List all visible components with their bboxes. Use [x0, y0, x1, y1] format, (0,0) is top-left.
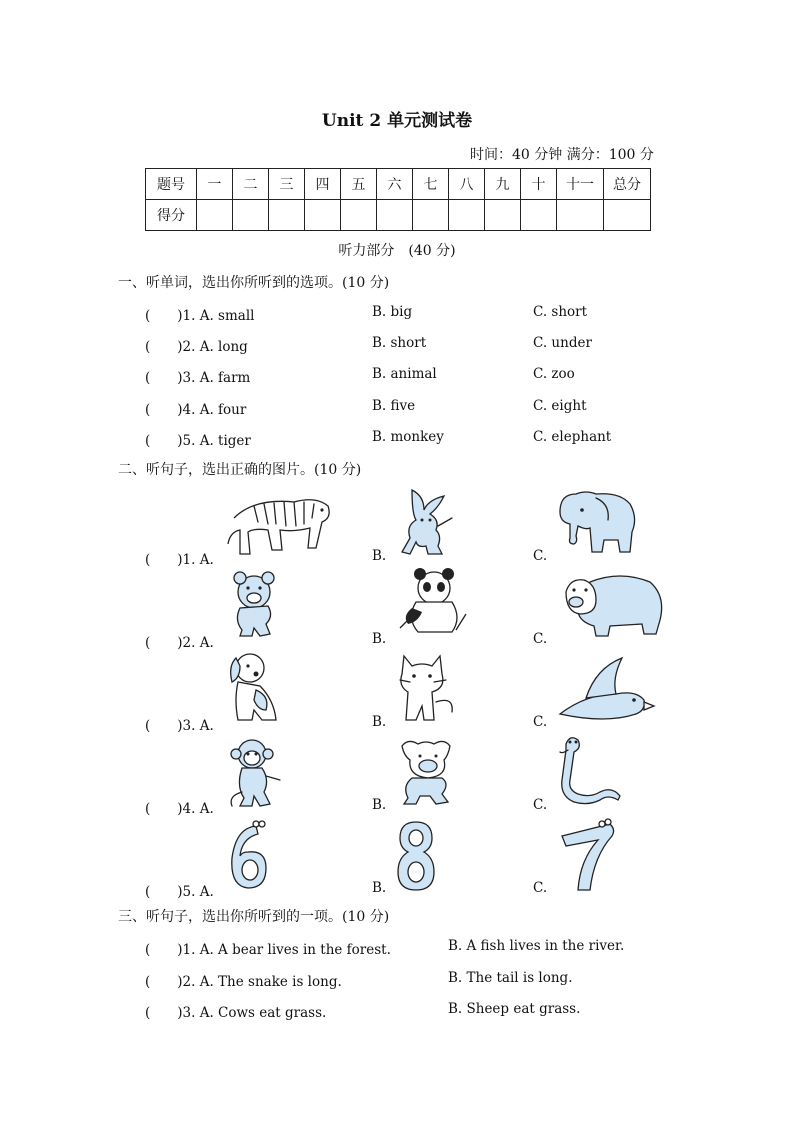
- cat-picture: [396, 652, 460, 724]
- score-input-cell[interactable]: [197, 200, 233, 231]
- question-4-a[interactable]: ( )4. A. four: [145, 402, 247, 418]
- score-cell: 七: [413, 169, 449, 200]
- number-seven-picture: [558, 816, 618, 894]
- pic-question-4-a[interactable]: ( )4. A.: [145, 801, 214, 817]
- sentence-question-3-b[interactable]: B. Sheep eat grass.: [448, 1001, 581, 1017]
- tiger-picture: [224, 488, 334, 558]
- question-4-c[interactable]: C. eight: [533, 398, 587, 414]
- pic-question-2-b[interactable]: B.: [372, 631, 387, 647]
- pic-question-4-c[interactable]: C.: [533, 797, 548, 813]
- number-eight-picture: [396, 818, 436, 894]
- score-cell: 十: [521, 169, 557, 200]
- pic-question-1-a[interactable]: ( )1. A.: [145, 552, 214, 568]
- pic-question-5-c[interactable]: C.: [533, 880, 548, 896]
- score-cell: 九: [485, 169, 521, 200]
- pic-question-2-a[interactable]: ( )2. A.: [145, 635, 214, 651]
- pic-question-1-c[interactable]: C.: [533, 548, 548, 564]
- score-cell: 三: [269, 169, 305, 200]
- question-5-a[interactable]: ( )5. A. tiger: [145, 433, 251, 449]
- pic-question-3-c[interactable]: C.: [533, 714, 548, 730]
- monkey-picture: [226, 736, 286, 810]
- section-1-title: 一、听单词，选出你所听到的选项。(10 分): [118, 275, 390, 291]
- sentence-question-2-a[interactable]: ( )2. A. The snake is long.: [145, 974, 342, 990]
- question-5-b[interactable]: B. monkey: [372, 429, 444, 445]
- panda-picture: [396, 568, 470, 642]
- bird-picture: [556, 654, 656, 724]
- score-input-cell[interactable]: [269, 200, 305, 231]
- question-4-b[interactable]: B. five: [372, 398, 416, 414]
- time-info: 时间：40 分钟 满分：100 分: [470, 147, 654, 163]
- score-input-cell[interactable]: [341, 200, 377, 231]
- score-input-cell[interactable]: [557, 200, 604, 231]
- question-2-c[interactable]: C. under: [533, 335, 592, 351]
- pic-question-5-b[interactable]: B.: [372, 880, 387, 896]
- question-3-c[interactable]: C. zoo: [533, 366, 575, 382]
- score-input-cell[interactable]: [521, 200, 557, 231]
- question-5-c[interactable]: C. elephant: [533, 429, 612, 445]
- score-input-cell[interactable]: [413, 200, 449, 231]
- pig-standing-picture: [394, 736, 460, 808]
- section-2-title: 二、听句子，选出正确的图片。(10 分): [118, 462, 362, 478]
- score-input-cell[interactable]: [485, 200, 521, 231]
- score-cell: 十一: [557, 169, 604, 200]
- listening-header: 听力部分 (40 分): [338, 243, 456, 259]
- score-table-header-row: [146, 169, 651, 200]
- question-3-a[interactable]: ( )3. A. farm: [145, 370, 251, 386]
- score-input-cell[interactable]: [377, 200, 413, 231]
- score-cell: 六: [377, 169, 413, 200]
- section-3-title: 三、听句子，选出你所听到的一项。(10 分): [118, 909, 390, 925]
- score-table-score-row: [146, 200, 651, 231]
- sentence-question-1-b[interactable]: B. A fish lives in the river.: [448, 938, 625, 954]
- pic-question-4-b[interactable]: B.: [372, 797, 387, 813]
- question-2-b[interactable]: B. short: [372, 335, 427, 351]
- score-input-cell[interactable]: [305, 200, 341, 231]
- score-cell: 一: [197, 169, 233, 200]
- page-title: Unit 2 单元测试卷: [321, 111, 473, 131]
- pic-question-5-a[interactable]: ( )5. A.: [145, 884, 214, 900]
- score-cell: 二: [233, 169, 269, 200]
- score-input-cell[interactable]: [449, 200, 485, 231]
- snake-picture: [556, 734, 624, 810]
- score-cell: 五: [341, 169, 377, 200]
- pic-question-1-b[interactable]: B.: [372, 548, 387, 564]
- sentence-question-1-a[interactable]: ( )1. A. A bear lives in the forest.: [145, 942, 391, 958]
- score-cell: 八: [449, 169, 485, 200]
- pic-question-3-b[interactable]: B.: [372, 714, 387, 730]
- sentence-question-2-b[interactable]: B. The tail is long.: [448, 970, 573, 986]
- question-1-b[interactable]: B. big: [372, 304, 413, 320]
- elephant-picture: [556, 488, 640, 560]
- score-cell: 总分: [604, 169, 651, 200]
- question-2-a[interactable]: ( )2. A. long: [145, 339, 248, 355]
- sentence-question-3-a[interactable]: ( )3. A. Cows eat grass.: [145, 1005, 327, 1021]
- pic-question-2-c[interactable]: C.: [533, 631, 548, 647]
- rabbit-picture: [398, 486, 458, 560]
- score-table: [145, 168, 651, 231]
- score-cell: 题号: [146, 169, 197, 200]
- pic-question-3-a[interactable]: ( )3. A.: [145, 718, 214, 734]
- number-six-picture: [226, 818, 270, 894]
- bear-picture: [226, 570, 282, 640]
- question-1-c[interactable]: C. short: [533, 304, 588, 320]
- score-cell: 四: [305, 169, 341, 200]
- question-3-b[interactable]: B. animal: [372, 366, 437, 382]
- score-input-cell[interactable]: [604, 200, 651, 231]
- score-input-cell[interactable]: [233, 200, 269, 231]
- question-1-a[interactable]: ( )1. A. small: [145, 308, 255, 324]
- dog-picture: [226, 650, 282, 724]
- pig-picture: [560, 572, 668, 638]
- score-row-label: 得分: [146, 200, 197, 231]
